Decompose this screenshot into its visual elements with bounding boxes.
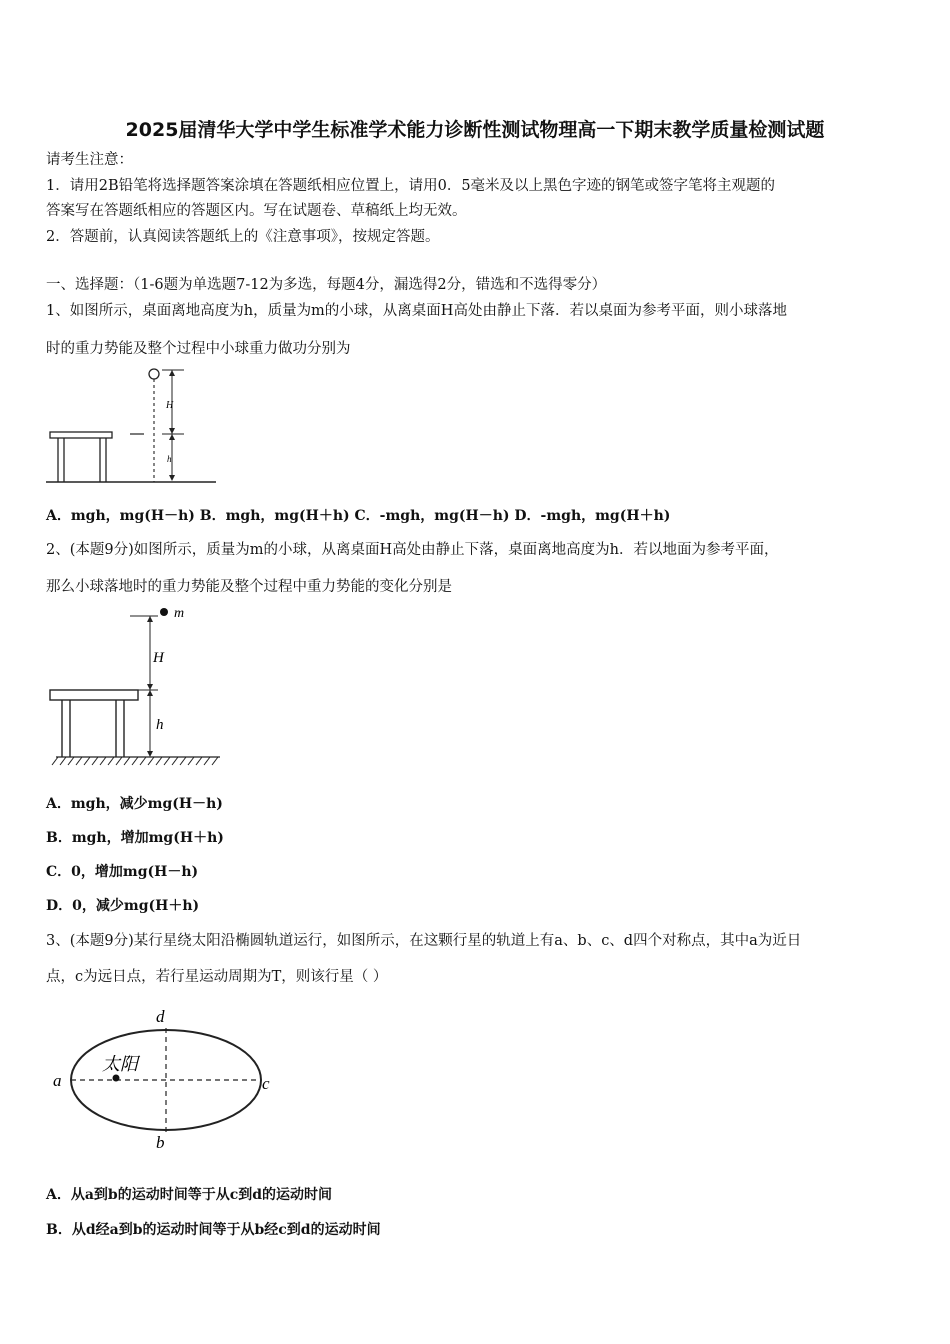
q2-option-a: A．mgh，减少mg(H－h) bbox=[46, 796, 223, 812]
q2-label-m: m bbox=[174, 606, 185, 621]
q2-stem-line-1: 2、(本题9分)如图所示，质量为m的小球，从离桌面H高处由静止下落，桌面离地高度为h．若以地面为参考平面， bbox=[46, 542, 779, 558]
q3-label-sun: 太阳 bbox=[102, 1054, 138, 1075]
q2-option-d: D．0，减少mg(H＋h) bbox=[46, 898, 200, 914]
q1-stem-line-1: 1、如图所示，桌面离地高度为h，质量为m的小球，从离桌面H高处由静止下落．若以桌面为参考平面，则小球落地 bbox=[46, 303, 787, 319]
q2-stem-line-2: 那么小球落地时的重力势能及整个过程中重力势能的变化分别是 bbox=[46, 579, 452, 595]
notice-line-2: 答案写在答题纸相应的答题区内。写在试题卷、草稿纸上均无效。 bbox=[46, 203, 467, 219]
q3-label-d: d bbox=[156, 1007, 165, 1026]
q2-label-H: H bbox=[153, 650, 164, 666]
q2-option-c: C．0，增加mg(H－h) bbox=[46, 864, 199, 880]
q2-label-h: h bbox=[156, 717, 164, 733]
notice-heading: 请考生注意： bbox=[46, 152, 133, 168]
q1-options: A．mgh，mg(H－h) B．mgh，mg(H＋h) C．-mgh，mg(H－h) D．-mgh，mg(H＋h) bbox=[46, 508, 671, 524]
notice-line-3: 2．答题前，认真阅读答题纸上的《注意事项》，按规定答题。 bbox=[46, 229, 440, 245]
q3-label-c: c bbox=[262, 1074, 270, 1093]
q3-label-b: b bbox=[156, 1133, 165, 1152]
q2-figure-table-ball bbox=[46, 600, 226, 770]
q3-label-a: a bbox=[53, 1071, 62, 1090]
notice-line-1: 1．请用2B铅笔将选择题答案涂填在答题纸相应位置上，请用0．5毫米及以上黑色字迹的钢笔或签字笔将主观题的 bbox=[46, 178, 776, 194]
q2-option-b: B．mgh，增加mg(H＋h) bbox=[46, 830, 224, 846]
q3-stem-line-2: 点，c为远日点，若行星运动周期为T，则该行星（ ） bbox=[46, 969, 388, 985]
q1-label-h: h bbox=[167, 454, 172, 464]
q3-option-a: A．从a到b的运动时间等于从c到d的运动时间 bbox=[46, 1187, 333, 1203]
q1-stem-line-2: 时的重力势能及整个过程中小球重力做功分别为 bbox=[46, 341, 351, 357]
q3-option-b: B．从d经a到b的运动时间等于从b经c到d的运动时间 bbox=[46, 1222, 381, 1238]
q3-figure-elliptical-orbit bbox=[46, 1000, 286, 1152]
section-heading: 一、选择题：（1-6题为单选题7-12为多选，每题4分，漏选得2分，错选和不选得零分） bbox=[46, 277, 607, 293]
page-title: 2025届清华大学中学生标准学术能力诊断性测试物理高一下期末教学质量检测试题 bbox=[125, 119, 825, 141]
q1-figure-table-ball bbox=[44, 364, 220, 486]
q1-label-H: H bbox=[166, 400, 174, 411]
q3-stem-line-1: 3、(本题9分)某行星绕太阳沿椭圆轨道运行，如图所示，在这颗行星的轨道上有a、b、c、d四个对称点，其中a为近日 bbox=[46, 933, 802, 949]
